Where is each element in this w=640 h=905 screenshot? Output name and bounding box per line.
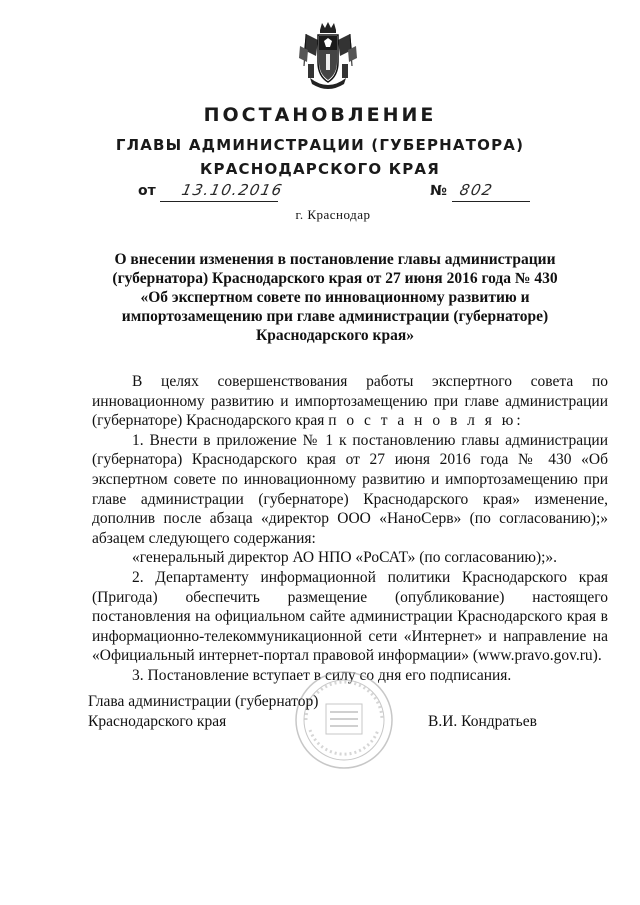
document-body [92,372,608,686]
subject-line: Краснодарского края» [255,327,414,344]
document-title: ПОСТАНОВЛЕНИЕ [203,104,437,126]
date-underline [160,201,278,202]
signatory-region: Краснодарского края [88,713,227,730]
number-underline [452,201,530,202]
item-1-quote: «генеральный директор АО НПО «РоСАТ» (по согласованию);». [132,549,558,567]
document-issuer: ГЛАВЫ АДМИНИСТРАЦИИ (ГУБЕРНАТОРА) [115,136,525,154]
city-name: г. Краснодар [295,207,371,222]
subject-line: «Об экспертном совете по инновационному развитию и [140,289,530,306]
intro-paragraph [92,372,608,431]
official-stamp-icon [292,668,396,772]
date-value: 13.10.2016 [180,181,285,199]
document-subject [100,250,570,345]
coat-of-arms-icon [298,20,358,92]
document-region: КРАСНОДАРСКОГО КРАЯ [200,160,440,178]
item-1-paragraph: 1. Внести в приложение № 1 к постановлению главы администрации (губернатора) Краснодарского края от 27 июня 2016 года № 430 «Об экспертном совете по инновационному развитию и импортозамещению при главе администрации (губернаторе) Краснодарского края» изменение, дополнив после абзаца «директор ООО «НаноСерв» (по согласованию);» абзацем следующего содержания: [92,431,608,547]
date-label: от [138,183,156,199]
subject-line: О внесении изменения в постановление главы администрации [114,251,556,268]
signatory-position: Глава администрации (губернатор) [88,693,319,710]
subject-line: импортозамещению при главе администрации (губернаторе) [121,308,549,325]
decree-word: п о с т а н о в л я ю: [328,412,524,430]
number-value: 802 [458,181,496,199]
item-2-paragraph: 2. Департаменту информационной политики Краснодарского края (Пригода) обеспечить размещение (опубликование) настоящего постановления на официальном сайте администрации Краснодарского края в информационно-телекоммуникационной сети «Интернет» и направление на «Официальный интернет-портал правовой информации» (www.pravo.gov.ru). [92,568,608,665]
item-3-paragraph: 3. Постановление вступает в силу со дня его подписания. [132,666,512,684]
number-label: № [430,183,447,199]
intro-text: В целях совершенствования работы экспертного совета по инновационному развитию и импортозамещению при главе администрации (губернаторе) Краснодарского края [92,373,608,430]
subject-line: (губернатора) Краснодарского края от 27 июня 2016 года № 430 [112,270,558,287]
signatory-name: В.И. Кондратьев [428,713,537,730]
